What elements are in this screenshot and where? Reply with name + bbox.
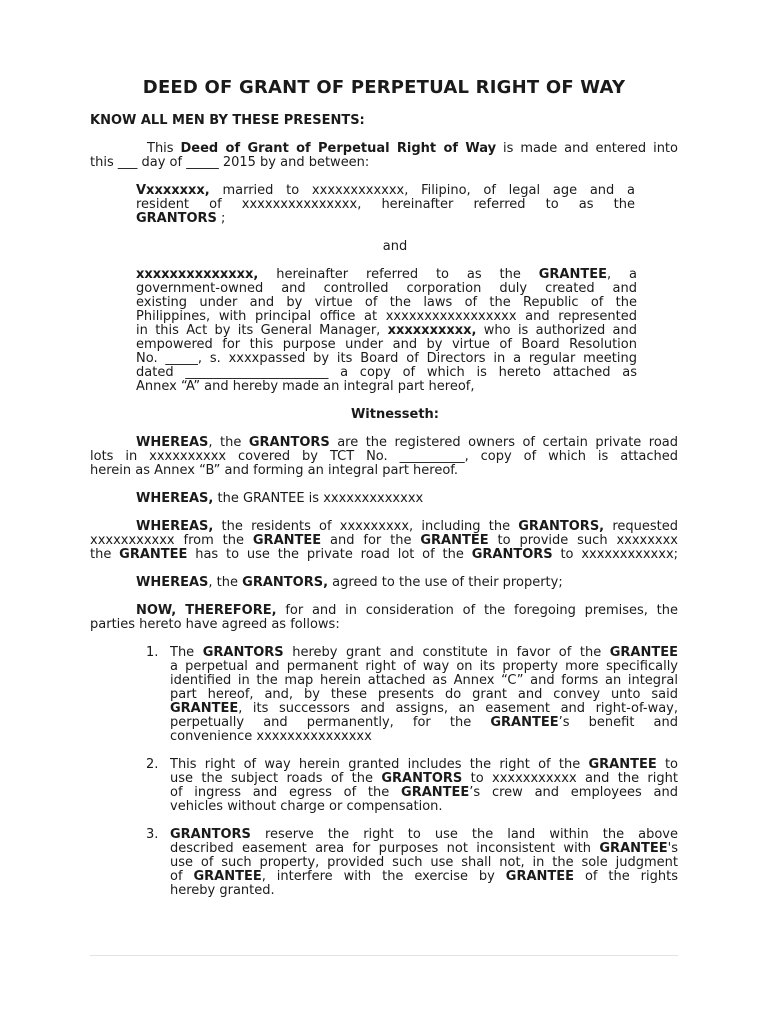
know-all-heading: KNOW ALL MEN BY THESE PRESENTS: [90, 113, 365, 128]
item-3-line-4: of GRANTEE, interfere with the exercise by GRANTEE of the rights [170, 869, 678, 884]
item-2-line-3: of ingress and egress of the GRANTEE’s crew and employees and [170, 785, 678, 800]
item-2-number: 2. [146, 757, 159, 772]
grantors-party-line-3: GRANTORS ; [136, 211, 226, 226]
grantee-party-line-9: Annex “A” and hereby made an integral part hereof, [136, 379, 475, 394]
item-3-line-2: described easement area for purposes not inconsistent with GRANTEE's [170, 841, 678, 856]
whereas-1-line-2: lots in xxxxxxxxxx covered by TCT No. __________, copy of which is attached [90, 449, 678, 464]
page-footer-rule [90, 955, 678, 956]
item-2-line-1: This right of way herein granted includes the right of the GRANTEE to [170, 757, 678, 772]
item-3-line-3: use of such property, provided such use shall not, in the sole judgment [170, 855, 678, 870]
whereas-3-line-1: WHEREAS, the residents of xxxxxxxxx, including the GRANTORS, requested [136, 519, 678, 534]
item-2-line-2: use the subject roads of the GRANTORS to xxxxxxxxxxx and the right [170, 771, 678, 786]
grantors-party-line-2: resident of xxxxxxxxxxxxxxx, hereinafter referred to as the [136, 197, 635, 212]
grantee-party-line-8: dated ______________________ a copy of which is hereto attached as [136, 365, 637, 380]
grantee-party-line-4: Philippines, with principal office at xxxxxxxxxxxxxxxxx and represented [136, 309, 637, 324]
whereas-2-line: WHEREAS, the GRANTEE is xxxxxxxxxxxxx [136, 491, 424, 506]
item-3-line-1: GRANTORS reserve the right to use the land within the above [170, 827, 678, 842]
and-separator: and [382, 239, 408, 254]
item-1-line-3: identified in the map herein attached as Annex “C” and forms an integral [170, 673, 678, 688]
item-1-line-5: GRANTEE, its successors and assigns, an easement and right-of-way, [170, 701, 678, 716]
grantee-party-line-7: No. _____, s. xxxxpassed by its Board of Directors in a regular meeting [136, 351, 637, 366]
item-3-line-5: hereby granted. [170, 883, 275, 898]
item-3-number: 3. [146, 827, 159, 842]
grantee-party-line-3: existing under and by virtue of the laws of the Republic of the [136, 295, 637, 310]
grantee-party-line-2: government-owned and controlled corporation duly created and [136, 281, 637, 296]
item-1-number: 1. [146, 645, 159, 660]
item-1-line-7: convenience xxxxxxxxxxxxxxx [170, 729, 372, 744]
intro-line-1: This Deed of Grant of Perpetual Right of Way is made and entered into [147, 141, 678, 156]
item-1-line-1: The GRANTORS hereby grant and constitute in favor of the GRANTEE [170, 645, 678, 660]
grantors-party-line-1: Vxxxxxxx, married to xxxxxxxxxxxx, Filipino, of legal age and a [136, 183, 635, 198]
item-1-line-4: part hereof, and, by these presents do grant and convey unto said [170, 687, 678, 702]
intro-line-2: this ___ day of _____ 2015 by and between: [90, 155, 370, 170]
whereas-3-line-3: the GRANTEE has to use the private road lot of the GRANTORS to xxxxxxxxxxxx; [90, 547, 679, 562]
whereas-1-line-1: WHEREAS, the GRANTORS are the registered owners of certain private road [136, 435, 678, 450]
item-2-line-4: vehicles without charge or compensation. [170, 799, 443, 814]
now-therefore-line-2: parties hereto have agreed as follows: [90, 617, 340, 632]
whereas-1-line-3: herein as Annex “B” and forming an integral part hereof. [90, 463, 459, 478]
document-title: DEED OF GRANT OF PERPETUAL RIGHT OF WAY [142, 77, 626, 98]
witnesseth-heading: Witnesseth: [350, 407, 440, 422]
now-therefore-line-1: NOW, THEREFORE, for and in consideration of the foregoing premises, the [136, 603, 678, 618]
grantee-party-line-1: xxxxxxxxxxxxxx, hereinafter referred to as the GRANTEE, a [136, 267, 637, 282]
grantee-party-line-5: in this Act by its General Manager, xxxxxxxxxx, who is authorized and [136, 323, 637, 338]
item-1-line-6: perpetually and permanently, for the GRANTEE’s benefit and [170, 715, 678, 730]
grantee-party-line-6: empowered for this purpose under and by virtue of Board Resolution [136, 337, 637, 352]
whereas-3-line-2: xxxxxxxxxxx from the GRANTEE and for the GRANTEE to provide such xxxxxxxx [90, 533, 678, 548]
item-1-line-2: a perpetual and permanent right of way on its property more specifically [170, 659, 678, 674]
whereas-4-line: WHEREAS, the GRANTORS, agreed to the use of their property; [136, 575, 563, 590]
